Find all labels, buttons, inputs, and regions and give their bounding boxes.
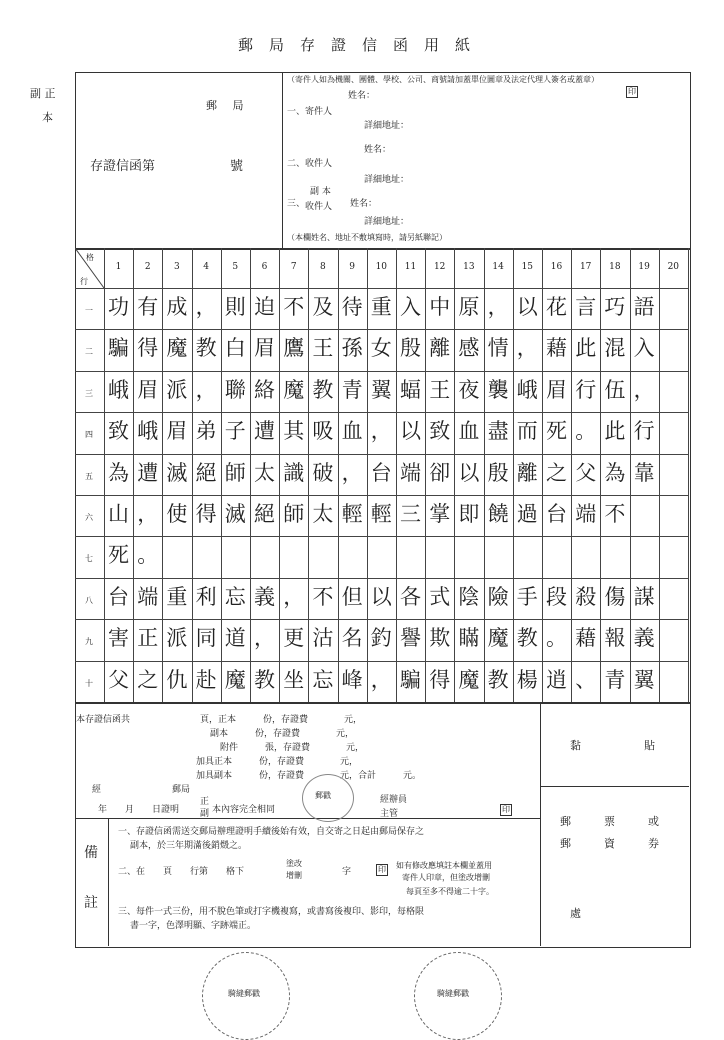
grid-cell-char: 以	[400, 419, 421, 444]
grid-cell-char: 遭	[254, 419, 275, 444]
grid-cell-char: 端	[575, 502, 597, 526]
stamp-label-2: 票	[604, 815, 615, 828]
grid-cell-char: 逍	[546, 667, 567, 692]
grid-cell-char: 言	[575, 295, 597, 319]
grid-cell-char: 殺	[575, 584, 597, 609]
grid-cell-char: 魔	[458, 667, 480, 692]
grid-row-line	[75, 288, 689, 289]
certify-content-same: 本內容完全相同	[212, 805, 276, 815]
grid-cell-char: 破	[312, 460, 334, 485]
grid-cell-char: 翼	[633, 667, 655, 692]
certify-post: 郵局	[172, 785, 191, 795]
lower-divider	[540, 702, 541, 946]
grid-cell-char: 感	[458, 336, 480, 361]
grid-cell-char: 血	[458, 419, 480, 444]
grid-cell-char: ，	[137, 502, 159, 526]
grid-cell-char: 台	[370, 460, 392, 485]
grid-cell-char: 赴	[195, 667, 217, 692]
grid-cell-char: 白	[224, 336, 246, 361]
row-number: 六	[85, 513, 93, 522]
grid-cell-char: 伍	[604, 377, 626, 402]
paste-label-2: 貼	[644, 739, 655, 752]
letter-number-prefix: 存證信函第	[90, 159, 156, 174]
grid-cell-char: 致	[108, 419, 129, 444]
grid-cell-char: 父	[108, 667, 129, 692]
grid-cell-char: 釣	[370, 626, 392, 651]
grid-cell-char: 報	[604, 626, 626, 651]
grid-cell-char: 重	[166, 584, 188, 609]
perforation-seal-right-label: 騎縫郵戳	[437, 989, 469, 998]
fees-line-4: 加具正本 份，存證費 元，	[196, 757, 359, 767]
grid-cell-char: 正	[137, 626, 159, 651]
grid-cell-char: 中	[429, 295, 451, 319]
grid-cell-char: 成	[166, 295, 188, 319]
grid-cell-char: 子	[224, 419, 246, 444]
grid-cell-char: 害	[108, 626, 129, 651]
note-2b: 塗改	[286, 859, 302, 868]
note-1b: 副本，於三年期滿後銷燬之。	[130, 841, 248, 851]
grid-cell-char: 卻	[429, 460, 451, 485]
grid-cell-char: 端	[137, 584, 159, 609]
letter-number-suffix: 號	[230, 159, 244, 174]
note-2d: 字	[342, 867, 352, 877]
row-number: 十	[85, 678, 93, 688]
grid-cell-char: 吸	[312, 419, 334, 444]
row-number: 一	[85, 306, 93, 315]
grid-cell-char: 但	[341, 584, 363, 609]
grid-cell-char: 父	[575, 460, 597, 485]
stamp-label-6: 券	[648, 837, 659, 850]
grid-cell-char: 教	[312, 377, 334, 402]
grid-cell-char: 更	[283, 626, 305, 651]
grid-cell-char: 忘	[312, 667, 334, 692]
note-seal-box: 印	[378, 865, 386, 874]
grid-cell-char: 使	[166, 502, 188, 526]
fees-line-3: 附件 張，存證費 元，	[220, 743, 365, 753]
grid-cell-char: 楊	[516, 667, 538, 692]
grid-cell-char: 欺	[429, 626, 451, 651]
grid-cell-char: ，	[370, 667, 392, 692]
certify-fu: 副	[200, 809, 210, 819]
cc-name-label: 姓名：	[350, 199, 378, 209]
column-number: 12	[433, 262, 446, 272]
grid-cell-char: 坐	[283, 667, 305, 692]
grid-cell-char: 沽	[312, 626, 334, 651]
grid-cell-char: 則	[224, 295, 246, 319]
grid-cell-char: 。	[546, 626, 567, 651]
perforation-seal-left-label: 騎縫郵戳	[228, 989, 260, 998]
grid-cell-char: 端	[400, 460, 421, 485]
grid-cell-char: 利	[195, 584, 217, 609]
sender-address-label: 詳細地址：	[364, 121, 410, 131]
grid-cell-char: 仇	[166, 667, 188, 692]
grid-cell-char: 以	[516, 295, 538, 319]
post-office-label: 郵 局	[206, 99, 250, 112]
cc-label-2: 三、	[287, 199, 306, 209]
supervisor-label: 主管	[380, 809, 399, 819]
fees-line-1: 頁，正本 份，存證費 元，	[200, 715, 363, 725]
grid-cell-char: 教	[254, 667, 275, 692]
grid-cell-char: ，	[195, 295, 217, 319]
stamp-label-5: 資	[604, 837, 615, 850]
notes-label-divider	[108, 818, 109, 946]
column-number: 4	[203, 262, 209, 272]
grid-cell-char: 待	[341, 295, 363, 319]
grid-cell-char: 功	[108, 295, 129, 319]
grid-cell-char: ，	[633, 377, 655, 402]
grid-row-line	[75, 454, 689, 455]
grid-cell-char: 陰	[458, 584, 480, 609]
column-number: 9	[349, 262, 355, 272]
page-title: 郵局存證信函用紙	[237, 36, 486, 54]
grid-cell-char: 翼	[370, 377, 392, 402]
grid-cell-char: 忘	[224, 584, 246, 609]
certify-zheng: 正	[200, 797, 210, 807]
header-note-bottom: （本欄姓名、地址不敷填寫時，請另紙聯記）	[287, 233, 447, 242]
grid-row-line	[75, 371, 689, 372]
grid-cell-char: 騙	[400, 667, 421, 692]
grid-cell-char: 瞞	[458, 626, 480, 651]
grid-cell-char: 靠	[633, 460, 655, 485]
grid-row-line	[75, 661, 689, 662]
grid-cell-char: 教	[195, 336, 217, 361]
grid-cell-char: 魔	[487, 626, 509, 651]
grid-cell-char: 同	[195, 626, 217, 651]
grid-cell-char: 行	[575, 377, 597, 402]
grid-cell-char: 即	[458, 502, 480, 526]
grid-cell-char: 教	[487, 667, 509, 692]
column-number: 10	[375, 262, 388, 272]
grid-cell-char: 遭	[137, 460, 159, 485]
grid-cell-char: 滅	[224, 502, 246, 526]
row-number: 九	[85, 637, 93, 647]
grid-cell-char: 眉	[254, 336, 275, 361]
stamp-place-label: 處	[570, 907, 581, 920]
grid-cell-char: 藉	[546, 336, 567, 361]
grid-cell-char: 饒	[487, 502, 509, 526]
grid-cell-char: 離	[516, 460, 538, 485]
grid-cell-char: 有	[137, 295, 159, 319]
grid-cell-char: 青	[341, 377, 363, 402]
column-number: 18	[609, 262, 621, 272]
grid-cell-char: 派	[166, 626, 188, 651]
grid-cell-char: 襲	[487, 377, 509, 402]
grid-cell-char: 台	[108, 584, 129, 609]
note-2a: 二、在 頁 行第 格下	[118, 867, 245, 877]
stamp-label-1: 郵	[560, 815, 571, 828]
grid-cell-char: 魔	[224, 667, 246, 692]
grid-cell-char: 重	[370, 295, 392, 319]
grid-cell-char: 譽	[400, 626, 421, 651]
grid-row-line	[75, 619, 689, 620]
grid-cell-char: 不	[283, 295, 305, 319]
grid-cell-char: 而	[516, 419, 538, 444]
grid-cell-char: ，	[516, 336, 538, 361]
column-number: 7	[290, 262, 297, 272]
grid-cell-char: 師	[283, 502, 305, 526]
grid-column-line	[688, 248, 689, 702]
grid-cell-char: 輕	[370, 502, 392, 526]
column-number: 6	[261, 262, 268, 272]
grid-cell-char: 掌	[429, 502, 451, 526]
grid-cell-char: 、	[575, 667, 597, 692]
grid-cell-char: 義	[633, 626, 655, 651]
grid-row-line	[75, 578, 689, 579]
note-1a: 一、存證信函需送交郵局辦理證明手續後始有效，自交寄之日起由郵局保存之	[118, 827, 425, 837]
grid-row-line	[75, 412, 689, 413]
column-number: 20	[667, 262, 680, 272]
recipient-name-label: 姓名：	[364, 145, 392, 155]
column-number: 8	[320, 262, 326, 272]
grid-cell-char: 謀	[633, 584, 655, 609]
notes-label-1: 備	[84, 845, 98, 861]
grid-cell-char: 不	[312, 584, 334, 609]
grid-cell-char: 死	[108, 543, 129, 568]
grid-cell-char: 得	[195, 502, 217, 526]
grid-cell-char: 巧	[604, 295, 626, 319]
grid-cell-char: 道	[224, 626, 246, 651]
column-number: 15	[521, 262, 534, 272]
note-2c: 增刪	[286, 871, 302, 880]
cc-label-1: 副 本	[310, 187, 331, 197]
grid-cell-char: 為	[108, 460, 129, 485]
grid-cell-char: 行	[633, 419, 655, 444]
grid-cell-char: 原	[458, 295, 480, 319]
header-divider	[282, 72, 283, 248]
grid-cell-char: 蝠	[400, 377, 421, 402]
grid-column-line	[659, 248, 660, 702]
copy-label-sub: 本	[42, 111, 53, 124]
grid-cell-char: ，	[487, 295, 509, 319]
grid-cell-char: 。	[575, 419, 597, 444]
note-3b: 書一字，色澤明顯、字跡端正。	[130, 921, 257, 931]
cc-address-label: 詳細地址：	[364, 217, 410, 227]
grid-cell-char: 入	[400, 295, 421, 319]
grid-cell-char: 以	[370, 584, 392, 609]
grid-cell-char: 夜	[458, 377, 480, 402]
certify-jing: 經	[92, 785, 102, 795]
grid-cell-char: 過	[516, 502, 538, 526]
grid-cell-char: 眉	[166, 419, 188, 444]
grid-cell-char: 峨	[108, 377, 129, 402]
grid-cell-char: 絕	[254, 502, 275, 526]
notes-divider	[75, 818, 540, 819]
sender-label: 一、寄件人	[287, 107, 333, 117]
grid-cell-char: 青	[604, 667, 626, 692]
grid-cell-char: 孫	[341, 336, 363, 361]
grid-cell-char: 義	[254, 584, 275, 609]
column-number: 14	[492, 262, 504, 272]
grid-cell-char: 之	[137, 667, 159, 692]
header-note-top: （寄件人如為機關、團體、學校、公司、商號請加蓋單位圖章及法定代理人簽名或蓋章）	[287, 75, 599, 84]
grid-cell-char: 情	[487, 336, 509, 361]
grid-cell-char: 。	[137, 543, 159, 568]
column-number: 1	[115, 262, 122, 272]
column-number: 16	[550, 262, 563, 272]
note-3a: 三、每件一式三份，用不脫色筆或打字機複寫，或書寫後複印、影印，每格限	[118, 907, 425, 917]
column-number: 2	[144, 262, 151, 272]
grid-cell-char: 師	[224, 460, 246, 485]
grid-cell-char: 聯	[224, 377, 246, 402]
grid-cell-char: 迫	[254, 295, 275, 319]
cc-label-3: 收件人	[305, 202, 333, 212]
grid-row-line	[75, 329, 689, 330]
sender-seal-box: 印	[628, 87, 636, 96]
grid-cell-char: 得	[429, 667, 451, 692]
paste-divider	[540, 786, 689, 787]
row-number: 七	[85, 554, 93, 564]
grid-cell-char: 眉	[546, 377, 567, 402]
grid-cell-char: 女	[370, 336, 392, 361]
grid-cell-char: 及	[312, 295, 334, 319]
paste-label-1: 黏	[570, 739, 581, 752]
grid-cell-char: 鷹	[283, 336, 305, 361]
column-number: 11	[404, 262, 417, 272]
fees-line-5: 加具副本 份，存證費 元，合計 元。	[196, 771, 422, 781]
grid-cell-char: 式	[429, 584, 451, 609]
grid-cell-char: ，	[370, 419, 392, 444]
grid-cell-char: 太	[254, 460, 275, 485]
row-number: 二	[85, 347, 93, 357]
grid-cell-char: 殷	[487, 460, 509, 485]
column-number: 19	[638, 262, 650, 272]
note-2g: 每頁至多不得逾二十字。	[406, 887, 494, 896]
grid-cell-char: 為	[604, 460, 626, 485]
stamp-label-4: 郵	[560, 837, 571, 850]
column-number: 13	[463, 262, 475, 272]
grid-cell-char: 台	[546, 502, 567, 526]
grid-cell-char: 三	[400, 502, 421, 526]
column-number: 3	[174, 262, 180, 272]
grid-corner-diagonal	[75, 248, 105, 288]
recipient-label: 二、收件人	[287, 159, 333, 169]
grid-cell-char: 死	[546, 419, 567, 444]
grid-cell-char: ，	[254, 626, 275, 651]
grid-cell-char: 王	[429, 377, 451, 402]
notes-label-2: 註	[84, 895, 98, 911]
handler-seal-box: 印	[502, 805, 510, 814]
column-number: 17	[579, 262, 592, 272]
grid-cell-char: 以	[458, 460, 480, 485]
grid-cell-char: 峰	[341, 667, 363, 692]
grid-cell-char: 入	[633, 336, 655, 361]
fees-line-2: 副本 份，存證費 元，	[210, 729, 355, 739]
grid-cell-char: 混	[604, 336, 626, 361]
grid-cell-char: 魔	[166, 336, 188, 361]
handler-label: 經辦員	[380, 795, 408, 805]
grid-cell-char: 致	[429, 419, 451, 444]
grid-corner-bottom: 行	[80, 277, 88, 286]
grid-row-line	[75, 495, 689, 496]
grid-cell-char: 弟	[195, 419, 217, 444]
stamp-label-3: 或	[648, 815, 659, 828]
row-number: 五	[85, 471, 93, 481]
note-2e: 如有修改應填註本欄並蓋用	[396, 861, 492, 870]
row-number: 三	[85, 388, 93, 398]
grid-cell-char: 殷	[400, 336, 421, 361]
grid-cell-char: ，	[283, 584, 305, 609]
fees-intro: 本存證信函共	[76, 715, 131, 725]
postmark-label: 郵戳	[315, 791, 331, 800]
grid-cell-char: 語	[633, 295, 655, 319]
recipient-address-label: 詳細地址：	[364, 175, 410, 185]
grid-cell-char: 太	[312, 502, 334, 526]
grid-cell-char: 藉	[575, 626, 597, 651]
sender-name-label: 姓名：	[348, 91, 376, 101]
grid-cell-char: 險	[487, 584, 509, 609]
grid-cell-char: 盡	[487, 419, 509, 444]
grid-corner-top: 格	[86, 253, 94, 262]
grid-cell-char: 段	[546, 584, 567, 609]
grid-cell-char: 得	[137, 336, 159, 361]
grid-cell-char: 手	[516, 584, 538, 609]
grid-cell-char: 派	[166, 377, 188, 402]
grid-cell-char: 名	[341, 626, 363, 651]
grid-cell-char: 離	[429, 336, 451, 361]
note-2f: 寄件人印章，但塗改增刪	[402, 873, 490, 882]
grid-cell-char: 識	[283, 460, 305, 485]
grid-cell-char: 血	[341, 419, 363, 444]
grid-cell-char: 此	[604, 419, 626, 444]
grid-cell-char: 其	[283, 419, 305, 444]
grid-cell-char: 各	[400, 584, 421, 609]
grid-cell-char: 絕	[195, 460, 217, 485]
grid-cell-char: 眉	[137, 377, 159, 402]
grid-cell-char: 峨	[137, 419, 159, 444]
grid-cell-char: ，	[341, 460, 363, 485]
row-number: 四	[85, 430, 93, 440]
grid-cell-char: 王	[312, 336, 334, 361]
grid-cell-char: 滅	[166, 460, 188, 485]
grid-cell-char: 之	[546, 460, 567, 485]
grid-cell-char: 山	[108, 502, 129, 526]
copy-label-main: 副 正	[30, 87, 56, 100]
grid-cell-char: 魔	[283, 377, 305, 402]
grid-cell-char: 花	[546, 295, 567, 319]
column-number: 5	[232, 262, 239, 272]
grid-cell-char: 輕	[341, 502, 363, 526]
row-number: 八	[85, 595, 93, 605]
grid-cell-char: 此	[575, 336, 597, 361]
grid-cell-char: 不	[604, 502, 626, 526]
grid-cell-char: ，	[195, 377, 217, 402]
grid-cell-char: 教	[516, 626, 538, 651]
grid-row-line	[75, 536, 689, 537]
grid-cell-char: 絡	[254, 377, 275, 402]
certify-date: 年 月 日證明	[98, 805, 180, 815]
grid-cell-char: 傷	[604, 584, 626, 609]
grid-cell-char: 騙	[108, 336, 129, 361]
grid-cell-char: 峨	[516, 377, 538, 402]
